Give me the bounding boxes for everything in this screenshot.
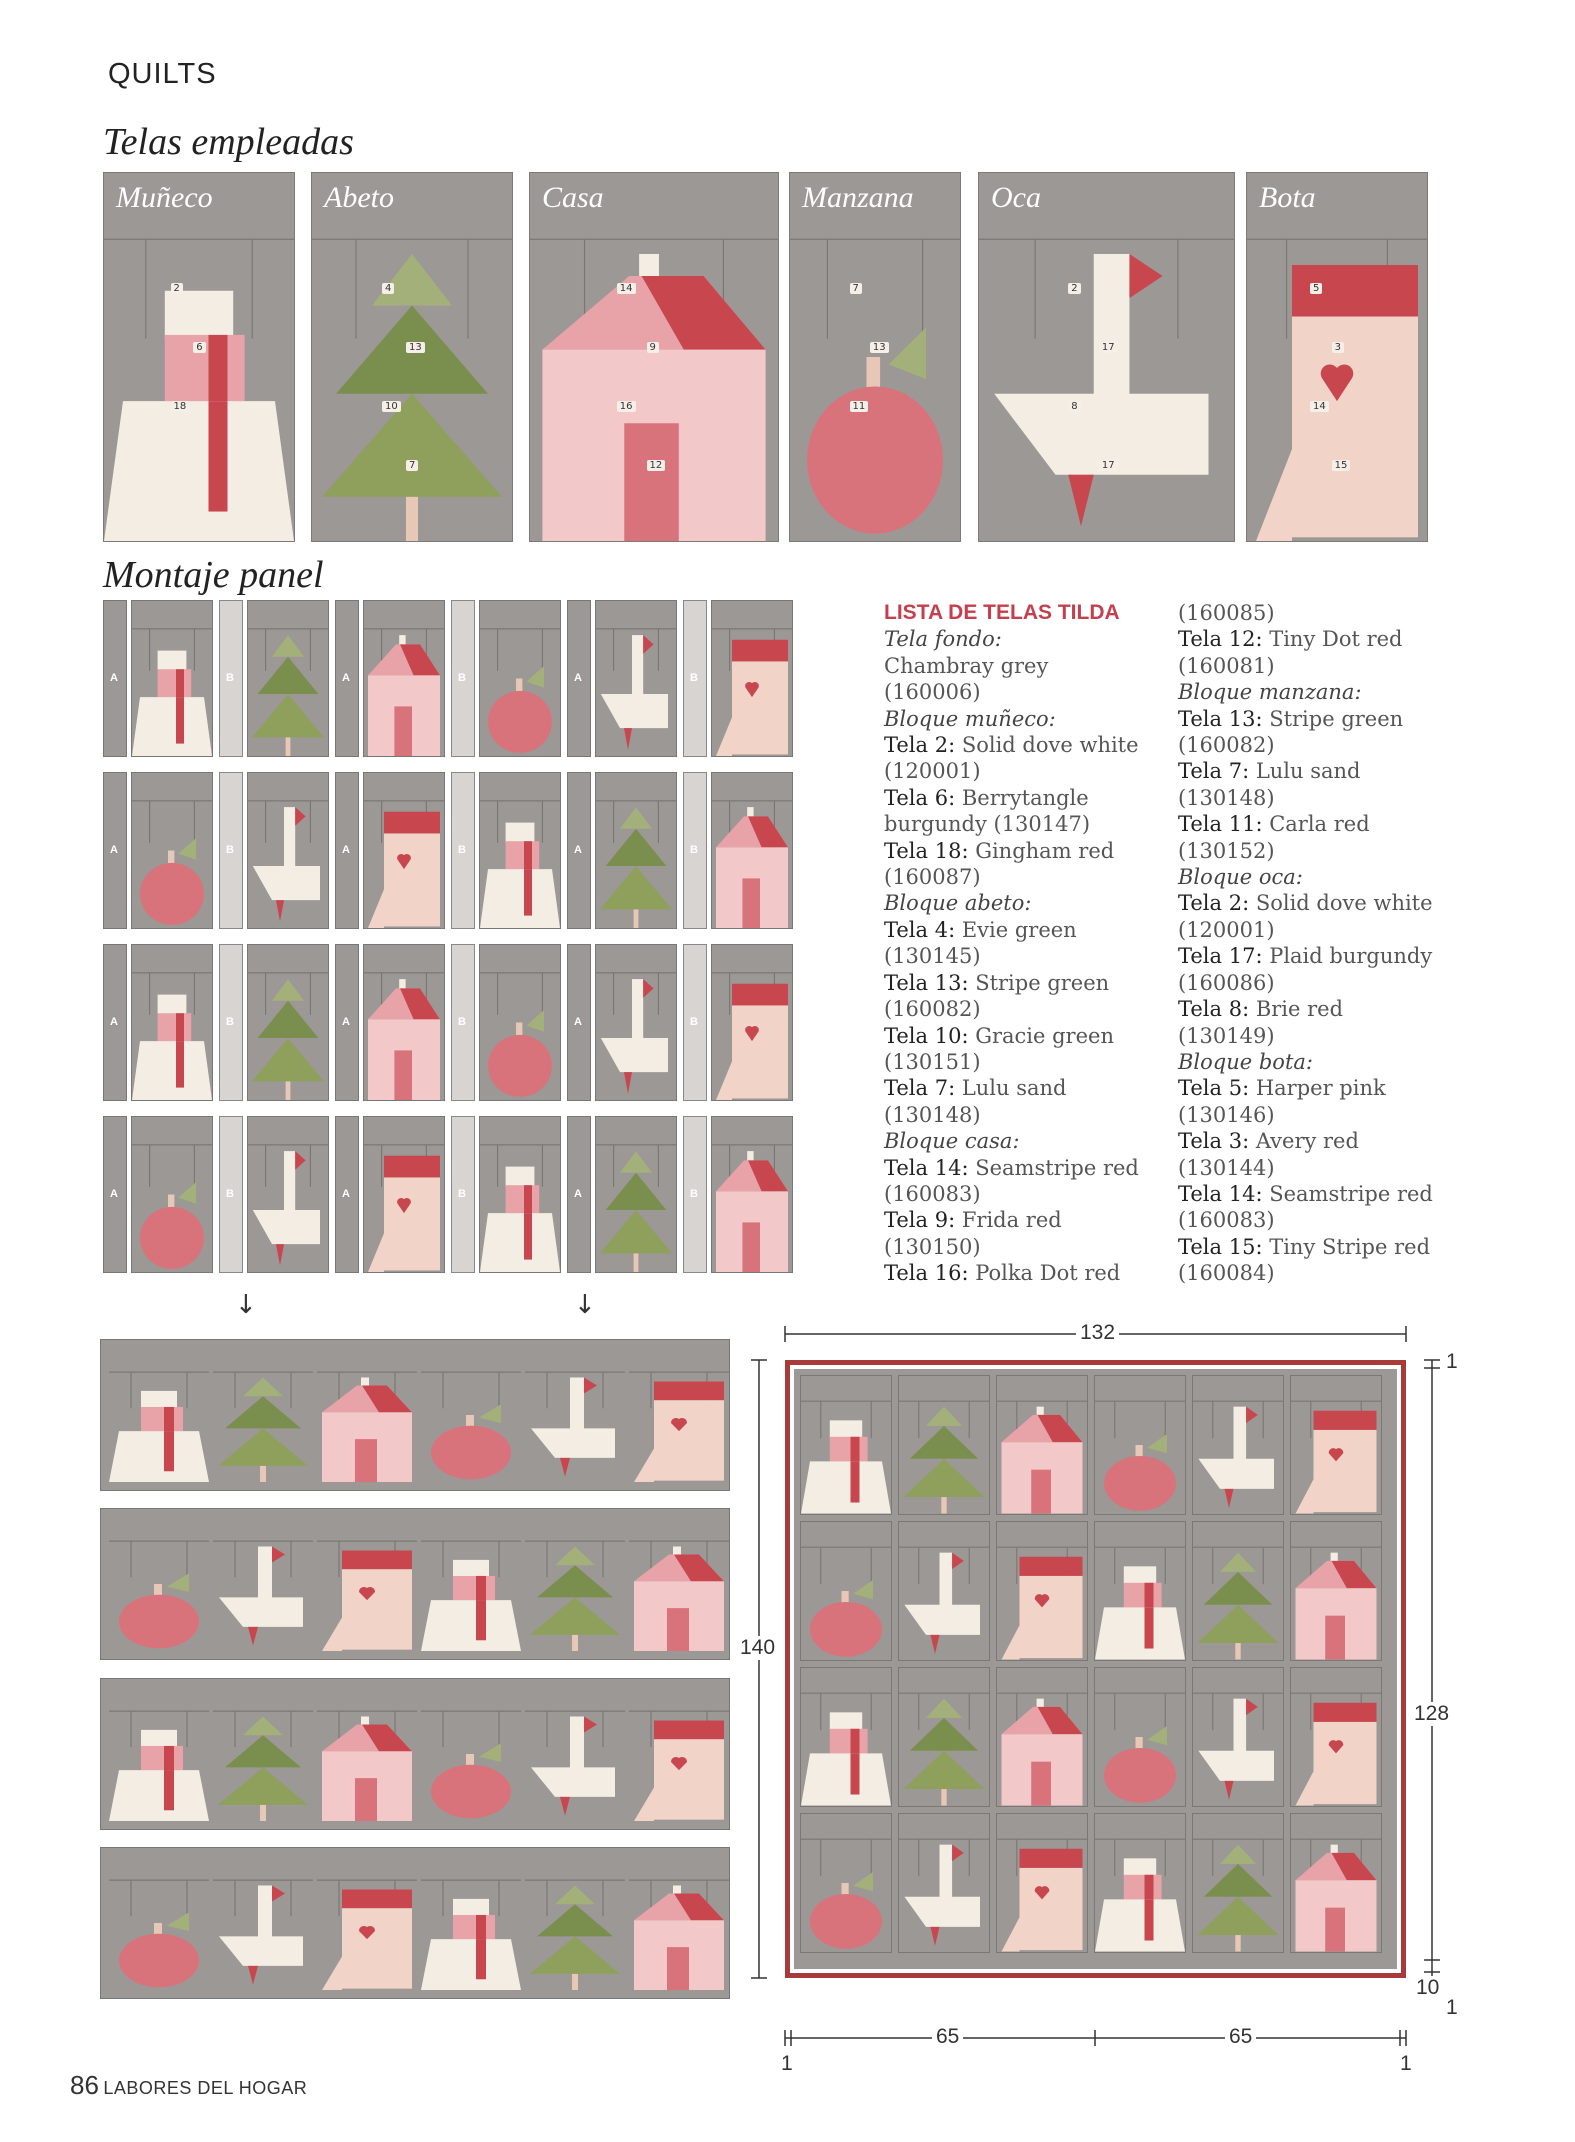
fabric-number-tag: 18 xyxy=(171,401,190,412)
fabric-number-tag: 13 xyxy=(406,342,425,353)
fabric-name: Carla red xyxy=(1262,812,1370,837)
dim-half-right: 65 xyxy=(1225,2025,1256,2049)
strip-letter: A xyxy=(110,1187,118,1200)
fabric-list-line: (130151) xyxy=(884,1049,981,1074)
fabric-name: Lulu sand xyxy=(1249,759,1361,784)
fabric-name: Evie green xyxy=(955,917,1077,942)
fabric-number-tag: 7 xyxy=(406,460,418,471)
fabric-number: Tela 6: xyxy=(884,785,956,810)
fabric-number: Tela 14: xyxy=(884,1155,969,1180)
fabric-list-line: (130148) xyxy=(884,1102,981,1127)
strip-letter: A xyxy=(342,843,350,856)
fabric-name: Tiny Stripe red xyxy=(1262,1234,1431,1259)
fabric-name: Tiny Dot red xyxy=(1262,627,1403,652)
dim-height-left: 140 xyxy=(736,1636,779,1660)
strip-letter: B xyxy=(226,671,234,684)
block-title: Abeto xyxy=(324,181,394,214)
fabric-name: Gingham red xyxy=(968,838,1115,863)
montaje-heading: Montaje panel xyxy=(103,554,324,596)
fabric-number: Tela 13: xyxy=(1178,706,1263,731)
fabric-list-line: Bloque casa: xyxy=(884,1129,1020,1154)
dim-bottom-band: 10 xyxy=(1412,1976,1443,2000)
fabric-number: Tela 9: xyxy=(884,1208,956,1233)
block-title: Oca xyxy=(991,181,1041,214)
dim-side-right: 1 xyxy=(1396,2052,1416,2076)
fabric-list-title: LISTA DE TELAS TILDA xyxy=(884,601,1120,624)
fabric-name: Plaid burgundy xyxy=(1262,944,1433,969)
fabric-number: Tela 10: xyxy=(884,1023,969,1048)
dim-bottom-border: 1 xyxy=(1442,1996,1462,2020)
dim-height-right: 128 xyxy=(1410,1702,1453,1726)
strip-letter: A xyxy=(574,1015,582,1028)
fabric-number: Tela 7: xyxy=(1178,759,1250,784)
strip-letter: A xyxy=(342,1187,350,1200)
fabric-number-tag: 2 xyxy=(1068,283,1080,294)
fabric-list-line: (160087) xyxy=(884,865,981,890)
fabric-name: Berrytangle xyxy=(955,785,1089,810)
block-title: Muñeco xyxy=(116,181,213,214)
fabric-number: Tela 18: xyxy=(884,838,969,863)
strip-letter: B xyxy=(458,843,466,856)
fabric-list-line: (120001) xyxy=(1178,917,1275,942)
fabric-number: Tela 5: xyxy=(1178,1076,1250,1101)
fabric-number: Tela 7: xyxy=(884,1076,956,1101)
fabric-number-tag: 7 xyxy=(850,283,862,294)
fabric-list-line: (130152) xyxy=(1178,838,1275,863)
fabric-name: Solid dove white xyxy=(955,733,1139,758)
fabric-number: Tela 12: xyxy=(1178,627,1263,652)
fabric-number-tag: 4 xyxy=(382,283,394,294)
dim-side-left: 1 xyxy=(777,2052,797,2076)
fabric-list-line: (160082) xyxy=(1178,733,1275,758)
fabric-number-tag: 12 xyxy=(647,460,666,471)
dim-top-border: 1 xyxy=(1442,1350,1462,1374)
telas-heading: Telas empleadas xyxy=(103,121,354,163)
fabric-name: Frida red xyxy=(955,1208,1062,1233)
page-number: 86 xyxy=(70,2070,99,2100)
fabric-name: Polka Dot red xyxy=(968,1261,1121,1286)
fabric-list-line: Tela fondo: xyxy=(884,627,1002,652)
fabric-name: Lulu sand xyxy=(955,1076,1067,1101)
fabric-number-tag: 17 xyxy=(1099,460,1118,471)
fabric-list-line: Bloque oca: xyxy=(1178,865,1303,890)
fabric-name: Avery red xyxy=(1249,1129,1359,1154)
fabric-number: Tela 16: xyxy=(884,1261,969,1286)
strip-letter: B xyxy=(458,1187,466,1200)
fabric-number: Tela 14: xyxy=(1178,1181,1263,1206)
fabric-number-tag: 8 xyxy=(1068,401,1080,412)
strip-letter: B xyxy=(690,671,698,684)
strip-letter: B xyxy=(226,1187,234,1200)
fabric-number-tag: 14 xyxy=(617,283,636,294)
fabric-number-tag: 17 xyxy=(1099,342,1118,353)
strip-letter: A xyxy=(574,671,582,684)
strip-letter: B xyxy=(690,1187,698,1200)
fabric-list-line: (160082) xyxy=(884,997,981,1022)
block-title: Manzana xyxy=(802,181,914,214)
fabric-number: Tela 3: xyxy=(1178,1129,1250,1154)
fabric-number-tag: 10 xyxy=(382,401,401,412)
fabric-name: Gracie green xyxy=(968,1023,1114,1048)
fabric-list-line: (130145) xyxy=(884,944,981,969)
fabric-list-line: (160083) xyxy=(884,1181,981,1206)
strip-letter: A xyxy=(342,671,350,684)
fabric-name: Stripe green xyxy=(968,970,1110,995)
fabric-list-line: (130148) xyxy=(1178,785,1275,810)
fabric-number-tag: 15 xyxy=(1332,460,1351,471)
fabric-number-tag: 9 xyxy=(647,342,659,353)
strip-letter: A xyxy=(110,671,118,684)
fabric-list-line: Chambray grey xyxy=(884,653,1049,678)
fabric-number: Tela 2: xyxy=(884,733,956,758)
block-title: Casa xyxy=(542,181,604,214)
down-arrow-left-icon: ↓ xyxy=(235,1290,257,1320)
fabric-number-tag: 5 xyxy=(1310,283,1322,294)
fabric-number: Tela 15: xyxy=(1178,1234,1263,1259)
fabric-number-tag: 6 xyxy=(193,342,205,353)
strip-letter: B xyxy=(690,843,698,856)
strip-letter: B xyxy=(226,1015,234,1028)
fabric-number-tag: 11 xyxy=(850,401,869,412)
fabric-list-line: (160085) xyxy=(1178,601,1275,625)
strip-letter: B xyxy=(458,1015,466,1028)
fabric-name: Harper pink xyxy=(1249,1076,1386,1101)
fabric-name: Brie red xyxy=(1249,997,1344,1022)
fabric-number: Tela 13: xyxy=(884,970,969,995)
strip-letter: A xyxy=(110,843,118,856)
fabric-number: Tela 2: xyxy=(1178,891,1250,916)
strip-letter: B xyxy=(690,1015,698,1028)
down-arrow-right-icon: ↓ xyxy=(574,1290,596,1320)
dim-half-left: 65 xyxy=(932,2025,963,2049)
fabric-list-line: burgundy (130147) xyxy=(884,812,1091,837)
fabric-list-line: (120001) xyxy=(884,759,981,784)
block-title: Bota xyxy=(1259,181,1316,214)
fabric-name: Seamstripe red xyxy=(1262,1181,1433,1206)
fabric-list-line: Bloque abeto: xyxy=(884,891,1032,916)
fabric-name: Seamstripe red xyxy=(968,1155,1139,1180)
fabric-list-line: (130149) xyxy=(1178,1023,1275,1048)
fabric-list-line: Bloque bota: xyxy=(1178,1049,1313,1074)
dim-width-total: 132 xyxy=(1076,1321,1119,1345)
fabric-list-line: (130146) xyxy=(1178,1102,1275,1127)
page-footer xyxy=(70,2070,307,2101)
fabric-list-line: (130150) xyxy=(884,1234,981,1259)
fabric-number: Tela 11: xyxy=(1178,812,1263,837)
fabric-number-tag: 3 xyxy=(1332,342,1344,353)
fabric-list-line: (160084) xyxy=(1178,1261,1275,1286)
strip-letter: B xyxy=(458,671,466,684)
fabric-number-tag: 13 xyxy=(870,342,889,353)
fabric-list-line: (160086) xyxy=(1178,970,1275,995)
fabric-name: Stripe green xyxy=(1262,706,1404,731)
magazine-name: LABORES DEL HOGAR xyxy=(103,2078,308,2098)
strip-letter: B xyxy=(226,843,234,856)
strip-letter: A xyxy=(574,843,582,856)
fabric-list-line: Bloque manzana: xyxy=(1178,680,1362,705)
fabric-list-line: (160081) xyxy=(1178,653,1275,678)
fabric-number: Tela 8: xyxy=(1178,997,1250,1022)
fabric-number: Tela 17: xyxy=(1178,944,1263,969)
strip-letter: A xyxy=(574,1187,582,1200)
fabric-number-tag: 14 xyxy=(1310,401,1329,412)
fabric-list-line: (160083) xyxy=(1178,1208,1275,1233)
fabric-name: Solid dove white xyxy=(1249,891,1433,916)
section-label: QUILTS xyxy=(108,58,217,90)
fabric-list-line: (160006) xyxy=(884,680,981,705)
strip-letter: A xyxy=(110,1015,118,1028)
fabric-number: Tela 4: xyxy=(884,917,956,942)
strip-letter: A xyxy=(342,1015,350,1028)
fabric-list-line: Bloque muñeco: xyxy=(884,706,1056,731)
fabric-list-line: (130144) xyxy=(1178,1155,1275,1180)
fabric-number-tag: 16 xyxy=(617,401,636,412)
fabric-number-tag: 2 xyxy=(171,283,183,294)
